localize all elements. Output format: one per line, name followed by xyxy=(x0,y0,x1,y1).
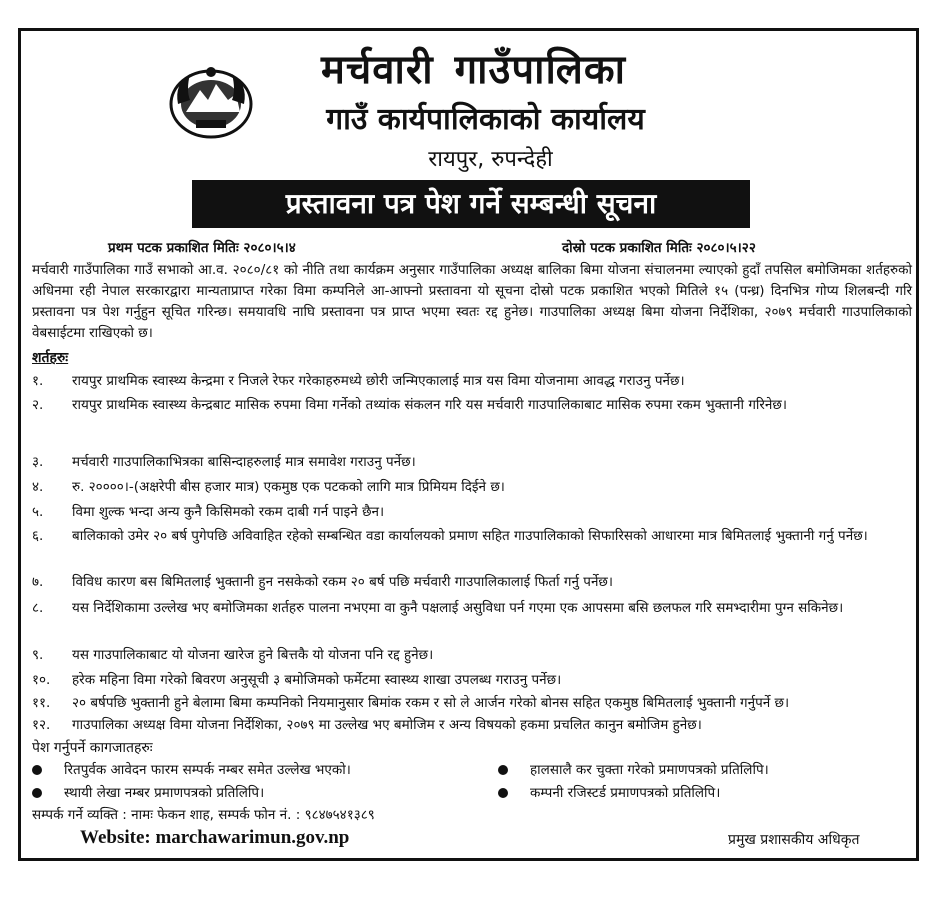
document-item: कम्पनी रजिस्टर्ड प्रमाणपत्रको प्रतिलिपि। xyxy=(498,783,720,804)
contact-person: सम्पर्क गर्ने व्यक्ति : नामः फेकन शाह, सम्पर्क फोन नं. : ९८४७५४१३८९ xyxy=(32,807,375,823)
website-link[interactable]: Website: marchawarimun.gov.np xyxy=(80,827,350,848)
municipality-title xyxy=(0,40,941,95)
document-item: हालसालै कर चुक्ता गरेको प्रमाणपत्रको प्रतिलिपि। xyxy=(498,760,769,781)
bullet-icon xyxy=(498,788,508,798)
notice-title-banner: प्रस्तावना पत्र पेश गर्ने सम्बन्धी सूचना xyxy=(192,180,750,228)
documents-heading: पेश गर्नुपर्ने कागजातहरुः xyxy=(32,740,153,756)
office-title: गाउँ कार्यपालिकाको कार्यालय xyxy=(326,102,645,137)
intro-paragraph: मर्चवारी गाउँपालिका गाउँ सभाको आ.व. २०८०/८१ को नीति तथा कार्यक्रम अनुसार गाउँपालिका अध्यक्ष बालिका बिमा योजना संचालनमा ल्याएको हुदाँ तपसिल बमोजिमका शर्तहरुको अधिनमा रही नेपाल सरकारद्वारा मान्यताप्राप्त गरेका विमा कम्पनिले आ-आफ्नो प्रस्तावना यो सूचना दोस्रो पटक प्रकाशित भएको मितिले १५ (पन्ध्र) दिनभित्र गोप्य शिलबन्दी गरि प्रस्तावना पत्र पेश गर्नुहुन सूचित गरिन्छ। समयावधि नाघि प्रस्तावना पत्र प्राप्त भएमा स्वतः रद्द हुनेछ। गाउपालिका अध्यक्ष बिमा योजना निर्देशिका, २०७९ मर्चवारी गाउपालिकाको वेबसाईटमा राखिएको छ। xyxy=(32,262,912,341)
bullet-icon xyxy=(32,788,42,798)
office-address: रायपुर, रुपन्देही xyxy=(428,147,553,172)
signatory-title: प्रमुख प्रशासकीय अधिकृत xyxy=(728,832,860,848)
title-word-2: गाउँपालिका xyxy=(454,47,627,93)
document-item: रितपुर्वक आवेदन फारम सम्पर्क नम्बर समेत उल्लेख भएको। xyxy=(32,760,351,781)
conditions-heading: शर्तहरुः xyxy=(32,350,69,366)
bullet-icon xyxy=(32,765,42,775)
second-publication-date: दोस्रो पटक प्रकाशित मितिः २०८०।५।२२ xyxy=(562,240,756,256)
title-word-1: मर्चवारी xyxy=(320,47,434,93)
first-publication-date: प्रथम पटक प्रकाशित मितिः २०८०।५।४ xyxy=(108,240,296,256)
document-item: स्थायी लेखा नम्बर प्रमाणपत्रको प्रतिलिपि। xyxy=(32,783,264,804)
bullet-icon xyxy=(498,765,508,775)
